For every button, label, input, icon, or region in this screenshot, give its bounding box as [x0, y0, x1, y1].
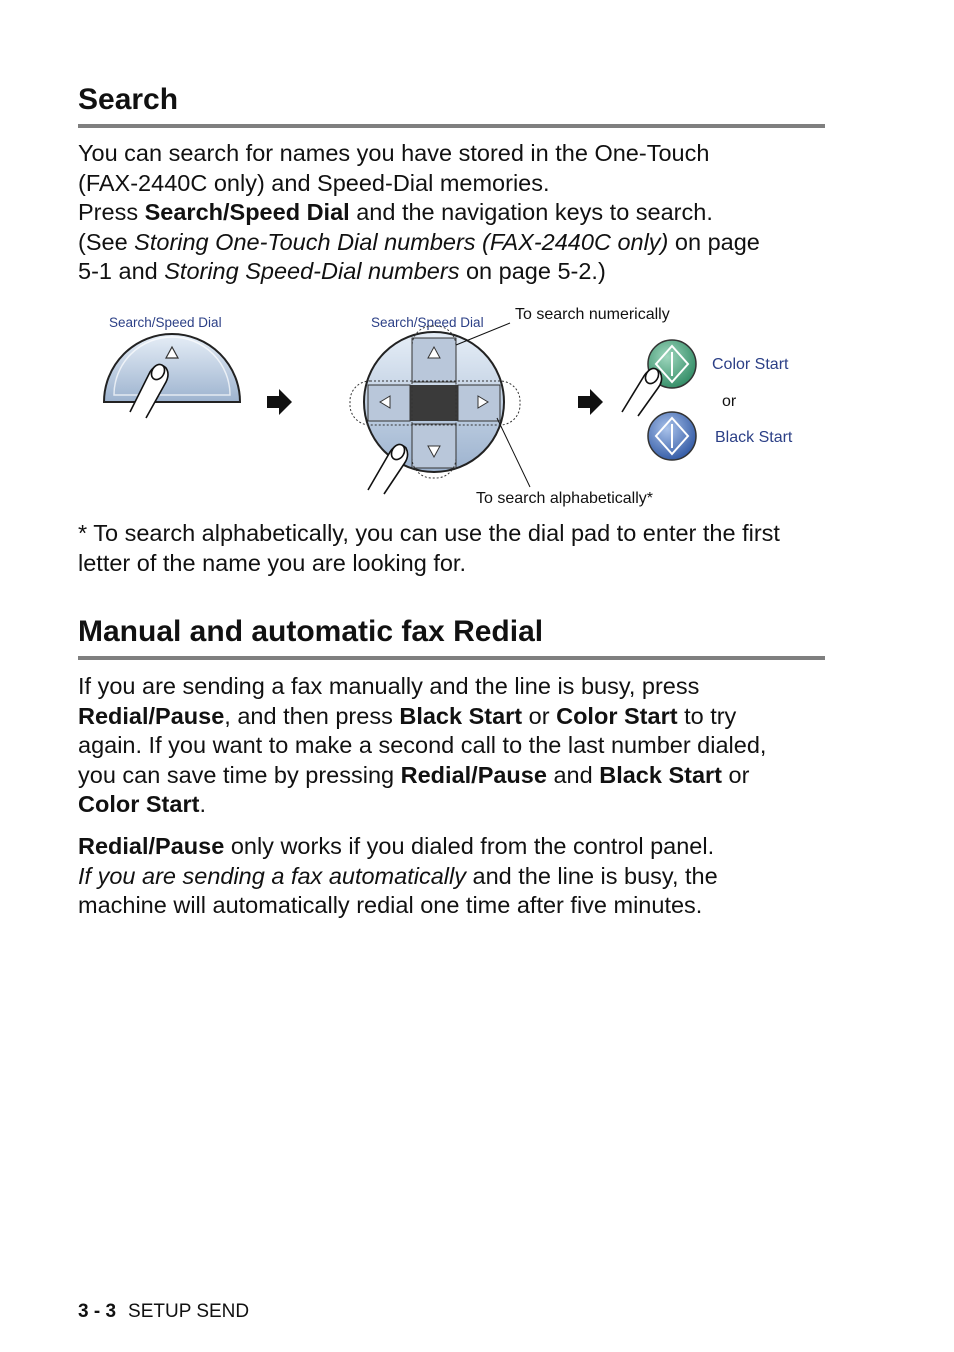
color-start-label: Color Start	[712, 356, 789, 373]
redial-text: again. If you want to make a second call to the last number dialed,	[78, 732, 767, 758]
navigation-dial	[350, 326, 520, 478]
finger-icon	[622, 366, 662, 416]
search-text: You can search for names you have stored in the One-Touch	[78, 140, 710, 166]
search-text: (See	[78, 228, 135, 255]
reference-one-touch: Storing One-Touch Dial numbers (FAX-2440C only)	[134, 228, 669, 255]
redial-paragraph-2	[78, 832, 838, 921]
redial-text: to try	[677, 702, 737, 729]
redial-heading-rule	[78, 656, 825, 660]
search-speed-dial-label-mid: Search/Speed Dial	[371, 315, 484, 330]
search-note	[78, 519, 838, 578]
black-start-key: Black Start	[599, 761, 722, 788]
redial-italic-text: If you are sending a fax automatically	[78, 862, 466, 889]
note-text: * To search alphabetically, you can use the dial pad to enter the first	[78, 520, 780, 546]
right-arrow-icon	[578, 389, 603, 415]
search-speed-dial-button-left	[104, 334, 240, 402]
search-speed-dial-label-left: Search/Speed Dial	[109, 315, 222, 330]
redial-pause-key: Redial/Pause	[400, 761, 547, 788]
callout-alpha: To search alphabetically*	[476, 490, 653, 507]
search-text: Press	[78, 199, 145, 225]
page-number: 3 - 3	[78, 1301, 117, 1322]
search-heading-rule	[78, 124, 825, 128]
or-label: or	[722, 393, 737, 410]
section-name: SETUP SEND	[128, 1301, 250, 1322]
color-start-key: Color Start	[78, 791, 200, 817]
search-text: on page 5-2.)	[459, 258, 606, 284]
callout-line-alpha	[497, 418, 530, 487]
search-text: (FAX-2440C only) and Speed-Dial memories.	[78, 169, 550, 196]
redial-paragraph-1	[78, 672, 838, 820]
redial-text: you can save time by pressing	[78, 761, 401, 788]
search-paragraph	[78, 139, 838, 287]
redial-pause-key: Redial/Pause	[78, 702, 225, 729]
redial-heading: Manual and automatic fax Redial	[78, 615, 544, 648]
search-text: on page	[668, 228, 760, 255]
redial-text: and	[546, 761, 600, 788]
black-start-key: Black Start	[399, 702, 523, 729]
redial-text: If you are sending a fax manually and the line is busy, press	[78, 673, 700, 699]
redial-pause-key: Redial/Pause	[78, 833, 225, 859]
color-start-key: Color Start	[556, 702, 678, 729]
page-footer	[78, 1301, 249, 1323]
redial-text: .	[199, 791, 206, 817]
redial-text: only works if you dialed from the control panel.	[224, 833, 715, 859]
redial-text: , and then press	[224, 702, 400, 729]
search-text: and the navigation keys to search.	[349, 199, 713, 225]
search-speed-dial-key: Search/Speed Dial	[144, 199, 350, 225]
right-arrow-icon	[267, 389, 292, 415]
black-start-label: Black Start	[715, 429, 793, 446]
reference-speed-dial: Storing Speed-Dial numbers	[164, 258, 460, 284]
search-illustration	[0, 296, 954, 516]
redial-text: or	[522, 702, 557, 729]
redial-text: machine will automatically redial one time after five minutes.	[78, 892, 703, 918]
callout-numeric: To search numerically	[515, 306, 670, 323]
black-start-button	[648, 412, 696, 460]
note-text: letter of the name you are looking for.	[78, 549, 466, 576]
redial-text: and the line is busy, the	[465, 862, 718, 889]
redial-text: or	[722, 761, 750, 788]
search-heading: Search	[78, 83, 179, 116]
search-text: 5-1 and	[78, 258, 165, 284]
